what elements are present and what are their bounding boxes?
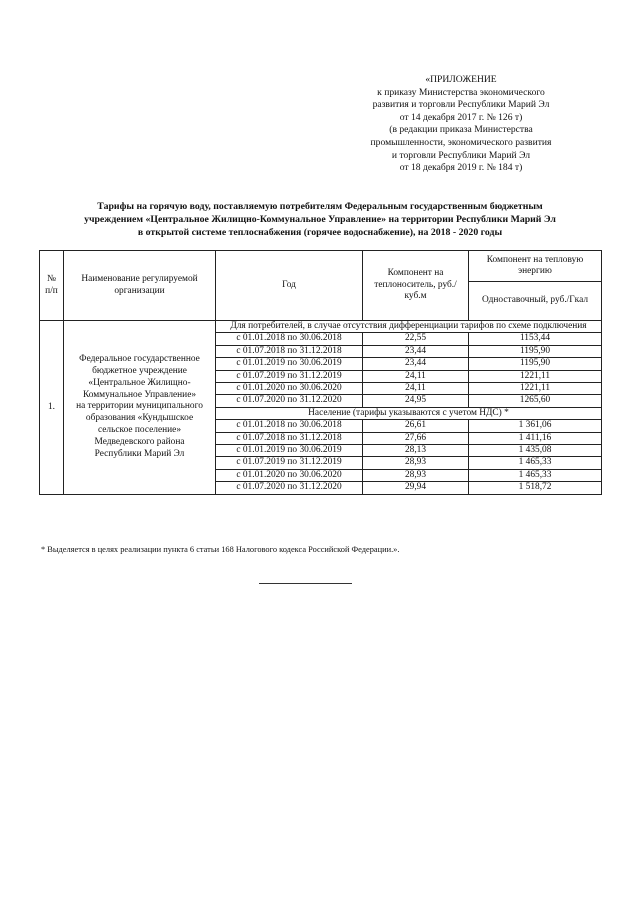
title-line: учреждением «Центральное Жилищно-Коммунальное Управление» на территории Республики Марий Эл [84,214,556,225]
energy-cell: 1 435,08 [469,445,602,457]
period-cell: с 01.07.2020 по 31.12.2020 [216,482,363,494]
org-line: Республики Марий Эл [94,448,185,459]
appendix-line: к приказу Министерства экономического [377,86,545,98]
carrier-cell: 24,95 [363,395,469,407]
header-year: Год [216,251,363,321]
tariff-table [39,250,602,495]
period-cell: с 01.01.2018 по 30.06.2018 [216,420,363,432]
period-cell: с 01.01.2019 по 30.06.2019 [216,445,363,457]
organization-name [64,321,216,495]
appendix-line: (в редакции приказа Министерства [389,124,533,136]
carrier-cell: 26,61 [363,420,469,432]
header-energy: Компонент на тепловую энергию [469,251,602,282]
row-number: 1. [40,321,64,495]
period-cell: с 01.01.2018 по 30.06.2018 [216,333,363,345]
carrier-cell: 27,66 [363,432,469,444]
carrier-cell: 22,55 [363,333,469,345]
org-line: Коммунальное Управление» [82,389,197,400]
energy-cell: 1 411,16 [469,432,602,444]
energy-cell: 1195,90 [469,345,602,357]
org-line: образования «Кундышское [85,413,194,424]
period-cell: с 01.07.2018 по 31.12.2018 [216,345,363,357]
org-line: сельское поселение» [97,425,182,436]
appendix-line: от 18 декабря 2019 г. № 184 т) [399,162,523,174]
period-cell: с 01.01.2020 по 30.06.2020 [216,469,363,481]
energy-cell: 1 518,72 [469,482,602,494]
carrier-cell: 23,44 [363,358,469,370]
carrier-cell: 24,11 [363,383,469,395]
org-line: Медведевского района [94,436,185,447]
appendix-line: «ПРИЛОЖЕНИЕ [425,74,497,85]
header-carrier: Компонент на теплоноситель, руб./куб.м [363,251,469,321]
carrier-cell: 23,44 [363,345,469,357]
group-label-consumers: Для потребителей, в случае отсутствия дифференциации тарифов по схеме подключения [216,321,602,333]
carrier-cell: 28,93 [363,469,469,481]
header-row [40,251,602,282]
period-cell: с 01.07.2019 по 31.12.2019 [216,457,363,469]
energy-cell: 1265,60 [469,395,602,407]
energy-cell: 1221,11 [469,370,602,382]
energy-cell: 1153,44 [469,333,602,345]
carrier-cell: 28,13 [363,445,469,457]
energy-cell: 1 361,06 [469,420,602,432]
period-cell: с 01.07.2019 по 31.12.2019 [216,370,363,382]
appendix-line: от 14 декабря 2017 г. № 126 т) [399,111,523,123]
title-line: в открытой системе теплоснабжения (горячее водоснабжение), на 2018 - 2020 годы [137,227,503,238]
period-cell: с 01.01.2019 по 30.06.2019 [216,358,363,370]
carrier-cell: 29,94 [363,482,469,494]
period-cell: с 01.01.2020 по 30.06.2020 [216,383,363,395]
org-line: бюджетное учреждение [92,366,187,377]
footnote: * Выделяется в целях реализации пункта 6 статьи 168 Налогового кодекса Российской Федерации.». [41,545,400,554]
org-line: на территории муниципального [76,401,203,412]
period-cell: с 01.07.2020 по 31.12.2020 [216,395,363,407]
org-line: «Центральное Жилищно- [88,377,191,388]
separator-line [259,583,352,584]
title-line: Тарифы на горячую воду, поставляемую потребителям Федеральным государственным бюджетным [97,201,543,212]
energy-cell: 1221,11 [469,383,602,395]
appendix-line: развития и торговли Республики Марий Эл [372,99,550,111]
group-label-population: Население (тарифы указываются с учетом НДС) * [216,407,602,419]
document-title [40,200,600,239]
period-cell: с 01.07.2018 по 31.12.2018 [216,432,363,444]
header-org: Наименование регулируемой организации [64,251,216,321]
energy-cell: 1 465,33 [469,469,602,481]
appendix-line: и торговли Республики Марий Эл [391,149,531,161]
carrier-cell: 24,11 [363,370,469,382]
appendix-header [331,74,591,175]
table-row [40,321,602,333]
carrier-cell: 28,93 [363,457,469,469]
energy-cell: 1 465,33 [469,457,602,469]
org-line: Федеральное государственное [79,354,200,365]
energy-cell: 1195,90 [469,358,602,370]
header-num: № п/п [40,251,64,321]
header-energy-sub: Одноставочный, руб./Гкал [469,282,602,321]
appendix-line: промышленности, экономического развития [370,136,552,148]
